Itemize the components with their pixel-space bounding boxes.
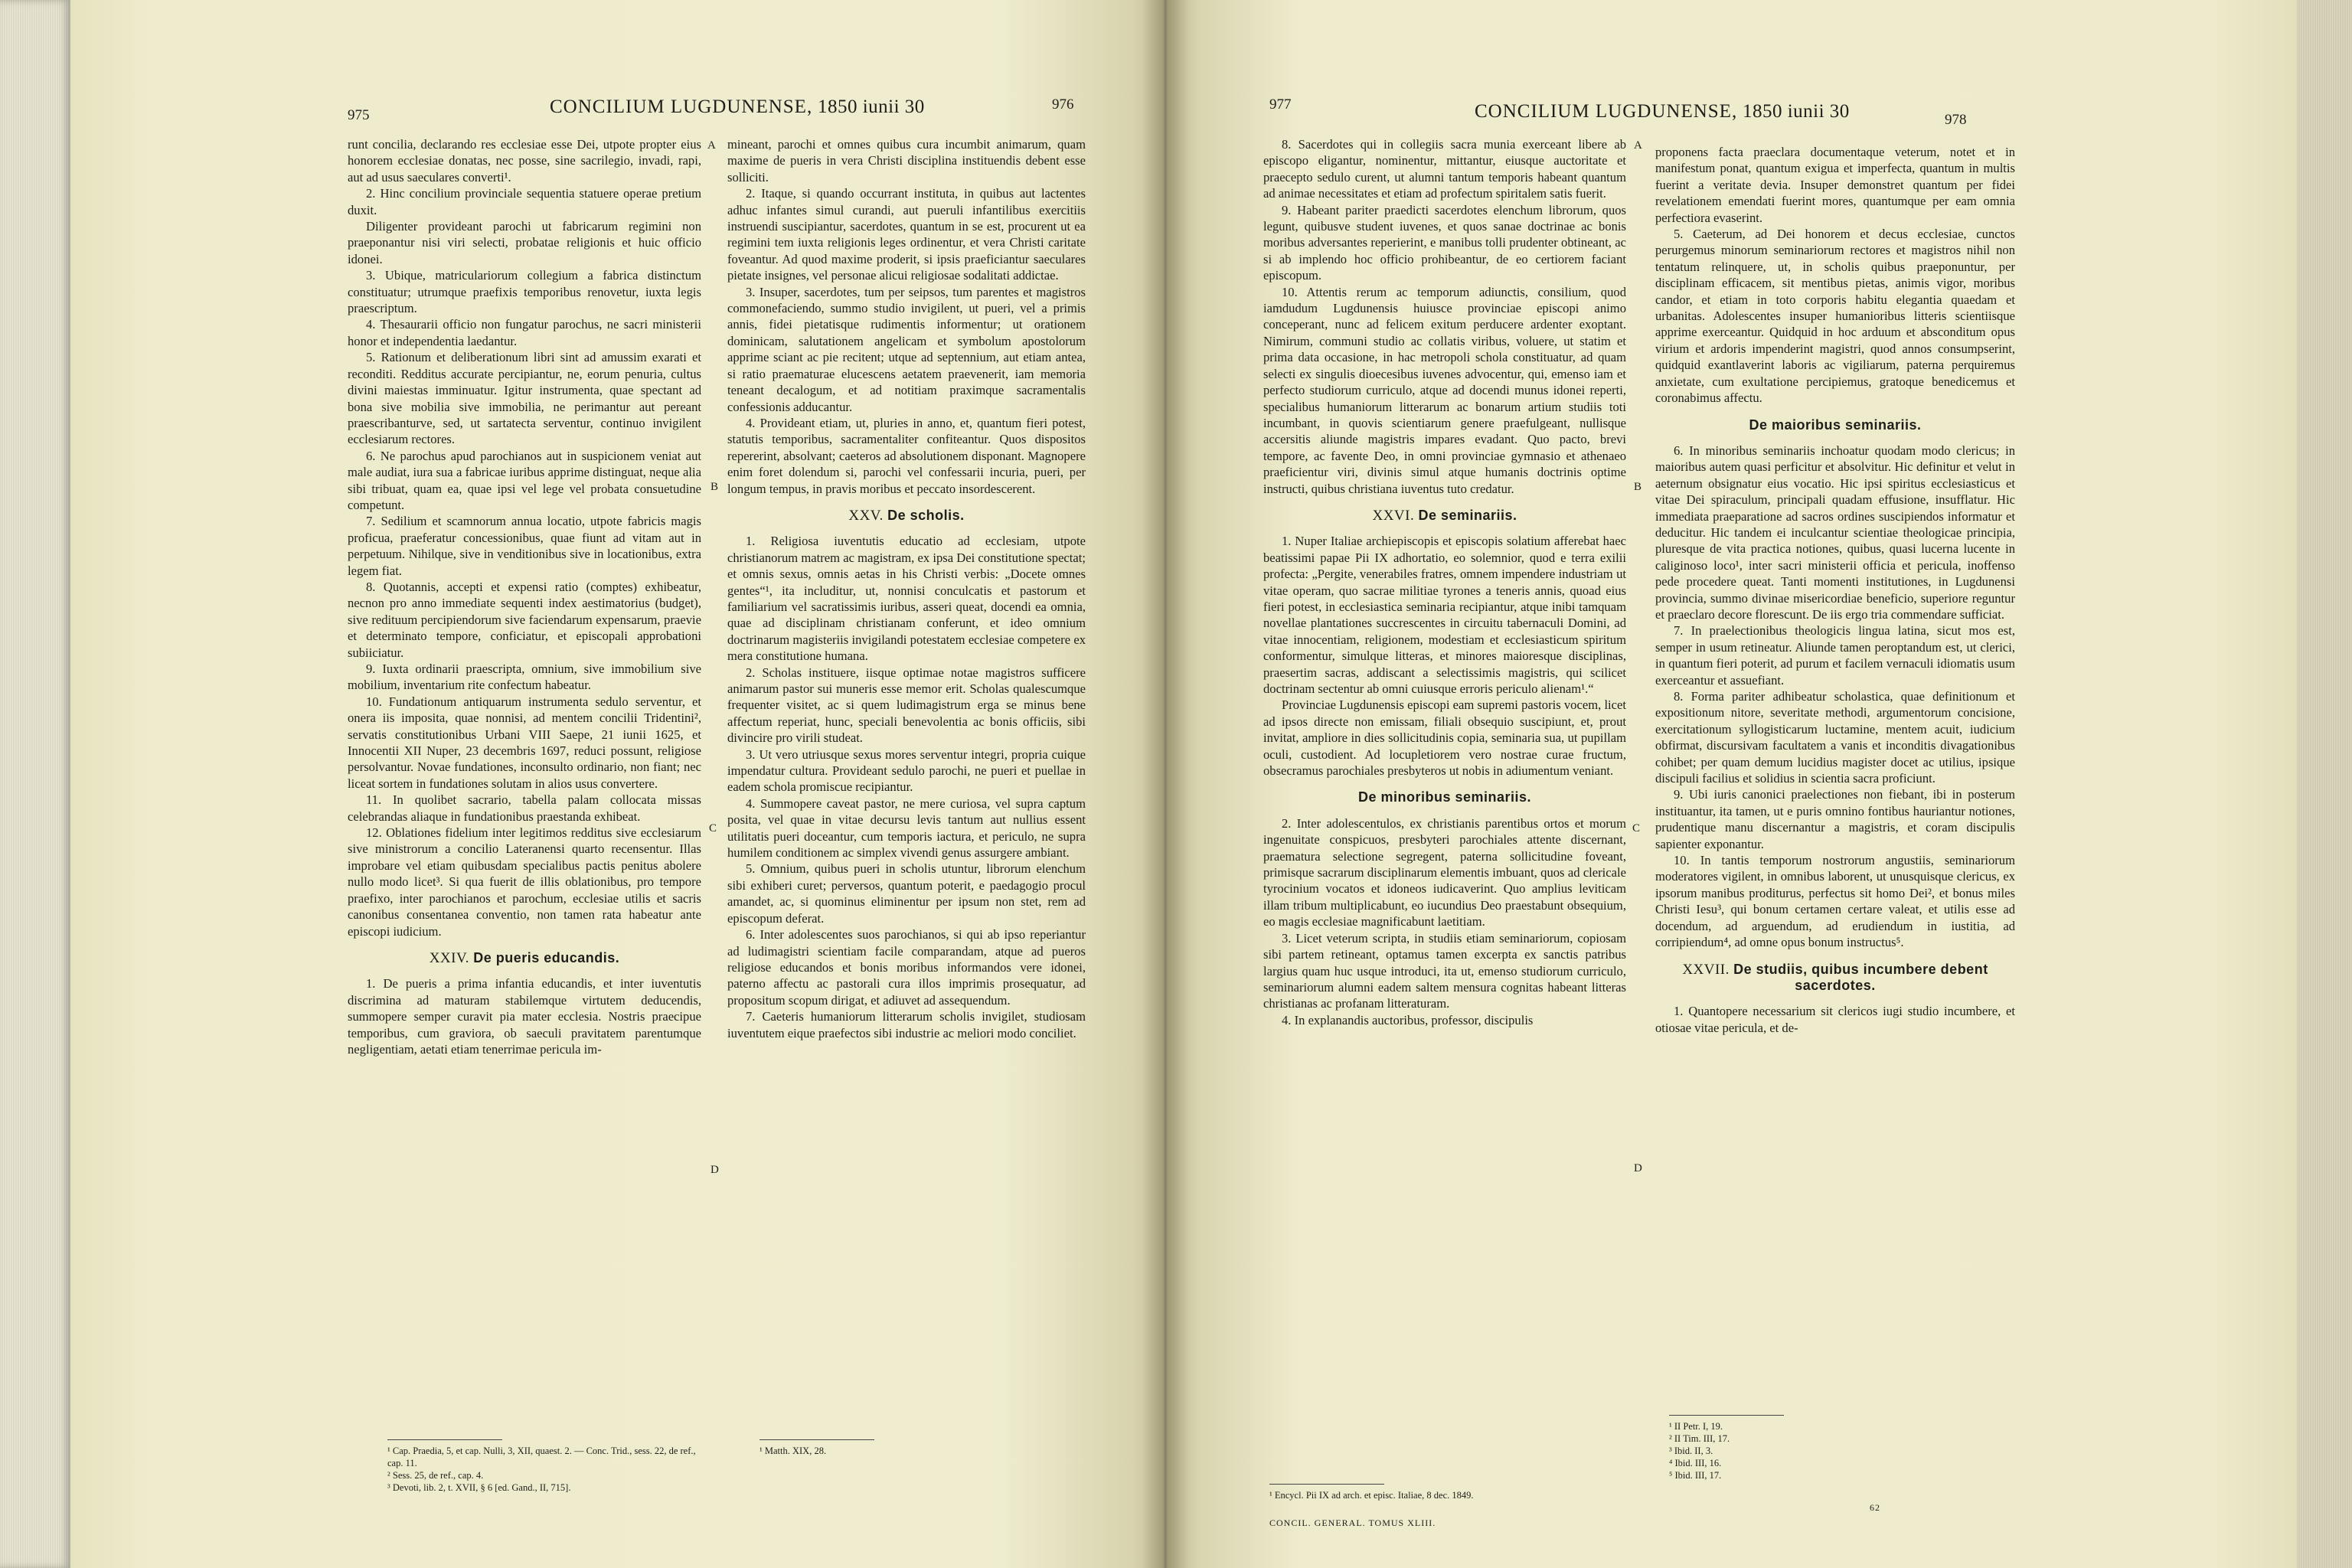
paragraph: 4. In explanandis auctoribus, professor, discipulis: [1282, 1012, 1534, 1027]
section-heading-xxiv: [348, 950, 701, 966]
margin-marker-b: B: [1634, 481, 1642, 493]
section-number: XXV.: [848, 507, 884, 524]
paragraph: 9. Habeant pariter praedicti sacerdotes elenchum librorum, quos legunt, quibusve student iuvenes, et quos sanae doctrinae ac bonis moribus adversantes reperierint, e manibus tolli prudenter obtineant, ac si ab implendo hoc officio prohibeantur, de eo certiorem faciant episcopum.: [1263, 202, 1626, 283]
paragraph: 5. Caeterum, ad Dei honorem et decus ecclesiae, cunctos perurgemus minorum seminariorum rectores et magistros nihil non tentatum relinquere, ut, in scholis quibus praeponuntur, per disciplinam efficacem, sit mentibus pietas, animis vigor, moribus candor, et etiam in toto corporis habitu elegantia quaedam et urbanitas. Adolescentes insuper humanioribus litteris scientiisque apprime exerceantur. Quidquid in hoc arduum et absconditum opus virium et ardoris impenderint magistri, quod annos consumpserint, quidquid exantlaverint laboris ac vigiliarum, paterna perquiremus anxietate, cum exultatione percipiemus, gratoque benedicemus et coronabimus affectu.: [1655, 227, 2015, 406]
paragraph: 3. Ubique, matriculariorum collegium a fabrica distinctum constituatur; utrumque praefixis temporibus renovetur, iuxta legis praescriptum.: [348, 268, 701, 316]
footnotes-right-col-1: [1269, 1484, 1606, 1501]
right-page-col-1: [1263, 136, 1626, 1028]
paragraph: 10. In tantis temporum nostrorum angustiis, seminariorum moderatores vigilent, in omnibus laborent, ut unusquisque clericus, ex ipsorum manibus proditurus, perfectus sit homo Dei², et bonus miles Christi Iesu³, qui bonum certamen certare valeat, et utilis esse ad docendum, ad arguendum, ad erudiendum in iustitia, ad corripiendum⁴, ad omne opus bonum instructus⁵.: [1655, 853, 2015, 950]
footnote-rule: [1669, 1415, 1784, 1416]
footnote: ¹ II Petr. I, 19.: [1669, 1421, 1723, 1432]
paragraph: 5. Omnium, quibus pueri in scholis utuntur, librorum elenchum sibi exhiberi curet; perversos, quantum poterit, e paedagogio procul amandet, ac, si quominus eliminentur per ipsum non stet, rem ad episcopum deferat.: [727, 861, 1086, 926]
paragraph: 1. Nuper Italiae archiepiscopis et episcopis solatium afferebat haec beatissimi papae Pii IX adhortatio, eo solemnior, quod e terra exilii profecta: „Pergite, venerabiles fratres, omnem impendere industriam ut vitae operam, quo sacrae militiae tyrones a teneris annis, quoad eius fieri potest, in ecclesiastica seminaria recipiantur, atque inibi tamquam novellae plantationes succrescentes in circuitu tabernaculi Domini, ad vitae innocentiam, religionem, modestiam et ecclesiasticum spiritum conformentur, simulque litteras, et minores maioresque disciplinas, praesertim sacras, addiscant a selectissimis magistris, qui scilicet doctrinam sectentur ab omni cuiusque erroris periculo alienam¹.“: [1263, 534, 1626, 696]
sheet-number: 62: [1870, 1502, 1880, 1513]
subsection-heading: [1655, 417, 2015, 433]
paragraph: 7. In praelectionibus theologicis lingua latina, sicut mos est, semper in usum retineatur. Aliunde tamen peroptandum est, ut clerici, in quantum fieri poterit, ad purum et facilem vernaculi idiomatis usum exerceantur et assuefiant.: [1655, 623, 2015, 688]
footnote-rule: [387, 1439, 502, 1440]
subsection-title: De maioribus seminariis.: [1749, 416, 1922, 433]
page-number-978: 978: [1945, 112, 1967, 128]
paragraph: 3. Licet veterum scripta, in studiis etiam seminariorum, copiosam sibi partem retineant, optamus tamen excerpta ex sanctis patribus largius quam huc usque introduci, ita ut, emenso studiorum curriculo, seminariorum alumni eadem saltem mensura cognitas habeant litteras christianas ac profanam litteraturam.: [1263, 930, 1626, 1011]
margin-marker-c: C: [1632, 822, 1641, 835]
footnote: ⁴ Ibid. III, 16.: [1669, 1458, 1722, 1468]
left-page: [70, 0, 1165, 1568]
running-head-left: [550, 96, 925, 118]
section-number: XXVII.: [1682, 961, 1730, 978]
margin-marker-d: D: [1634, 1162, 1642, 1174]
paragraph: 10. Attentis rerum ac temporum adiunctis, consilium, quod iamdudum Lugdunensis huiusce provinciae episcopi animo conceperant, nunc ad felicem exitum perducere ardenter exoptant. Nimirum, communi studio ac collatis viribus, voluere, ut statim et prima data occasione, in hac metropoli schola constituatur, ad quam selecti ex singulis dioecesibus iuvenes advocentur, qui, emenso iam et perfecto studiorum curriculo, atque ad docendi munus idonei reperti, specialibus humaniorum litterarum ac bonarum artium studiis toti incumbant, in quovis scientiarum genere praefulgeant, nullisque accersitis aliunde magistris impares evadant. Quo pacto, brevi tempore, ac favente Deo, in omni provinciae gymnasio et athenaeo praeficientur viri, divinis simul atque humanis doctrinis optime instructi, quibus christiana iuventus tuto credatur.: [1263, 284, 1626, 496]
footnote: ¹ Encycl. Pii IX ad arch. et episc. Italiae, 8 dec. 1849.: [1269, 1490, 1474, 1501]
section-heading-xxvii: [1655, 962, 2015, 995]
section-number: XXVI.: [1372, 507, 1415, 524]
paragraph: 11. In quolibet sacrario, tabella palam collocata missas celebrandas aliaque in fundationibus praestanda exhibeat.: [348, 792, 701, 824]
page-number-976: 976: [1052, 96, 1074, 113]
paragraph: 4. Summopere caveat pastor, ne mere curiosa, vel supra captum posita, vel quae in vitae decursu levis tantum aut nullius essent utilitatis pueri doceantur, cum temporis iactura, et periculo, ne supra humilem conditionem ac simplex vivendi genus assurgere ambiant.: [727, 795, 1086, 861]
paragraph: 2. Scholas instituere, iisque optimae notae magistros sufficere animarum pastor sui muneris esse memor erit. Scholas qualescumque frequenter visitet, ac si quem ludimagistrum erga se minus bene affectum reperiat, hunc, speciali benevolentia ac bonis officiis, sibi divincire pro virili studeat.: [727, 665, 1086, 746]
paragraph: 12. Oblationes fidelium inter legitimos redditus sive ecclesiarum sive ministrorum a concilio Lateranensi quarto recensentur. Illas improbare vel etiam quibusdam specialibus pactis penitus abolere nullo modo licet³. Si qua fuerit de illis oblationibus, pro tempore praefixo, inter parochianos et parochum, ecclesiae utilis et sacris canonibus consentanea conventio, non tamen rata habeatur ante episcopi iudicium.: [348, 825, 701, 939]
footnote-rule: [1269, 1484, 1384, 1485]
running-title: CONCILIUM LUGDUNENSE,: [1475, 101, 1738, 122]
paragraph: 6. In minoribus seminariis inchoatur quodam modo clericus; in maioribus autem quasi perficitur et absolvitur. Hic definitur et velut in aeternum obsignatur eius vocatio. Hic ipsi spiritus ecclesiasticus et vitae Dei spiraculum, principali quadam effusione, insufflatur. Hic immediata praeparatione ad sacros ordines suscipiendos informatur et deducitur. Hic tandem ei inculcantur scientiae theologicae principia, pluresque de vita practica notiones, quibus, quasi lucerna lucente in caliginoso loco¹, inter sacri ministerii officia et pericula, inoffenso pede procedere queat. Tanti momenti institutiones, in Lugdunensi provincia, summo divinae misericordiae beneficio, superiore reguntur et praeclaro decore florescunt. De iis ergo tria commendare sufficiat.: [1655, 443, 2015, 622]
footnotes-left-col-2: [760, 1439, 989, 1457]
page-number-975: 975: [348, 107, 370, 123]
page-edges-left: [0, 0, 70, 1568]
section-title: De seminariis.: [1418, 507, 1517, 523]
paragraph: 6. Ne parochus apud parochianos aut in suspicionem veniat aut male audiat, iura sua a fabricae iuribus apprime distinguat, neque alia sibi tribuat, quam ea, quae ipsi vel lege vel probata consuetudine competunt.: [348, 448, 701, 512]
paragraph: 2. Itaque, si quando occurrant instituta, in quibus aut lactentes adhuc infantes simul curandi, aut pueruli infantilibus exercitiis instruendi suscipiantur, sacerdotes, quantum in se est, procurent ut ea regimini tem iuxta religionis leges ordinentur, et vera Christi caritate foveantur. Ad quod maxime proderit, si ipsis praeficiantur saeculares pietate insignes, vel personae alicui religiosae sodalitati addictae.: [727, 186, 1086, 283]
running-date: 1850 iunii 30: [1742, 101, 1850, 122]
margin-marker-b: B: [710, 481, 719, 493]
paragraph: 9. Iuxta ordinarii praescripta, omnium, sive immobilium sive mobilium, inventarium rite confectum habeatur.: [348, 662, 701, 693]
right-page: [1165, 0, 2297, 1568]
paragraph: 4. Provideant etiam, ut, pluries in anno, et, quantum fieri potest, statutis temporibus, sacramentaliter confiteantur. Quos dispositos repererint, absolvant; caeteros ad absolutionem disponant. Magnopere enim foret dolendum si, parochi vel confessarii incuria, pueri, per longum tempus, in pravis moribus et peccato insordescerent.: [727, 415, 1086, 496]
running-title: CONCILIUM LUGDUNENSE,: [550, 96, 813, 117]
section-title: De pueris educandis.: [473, 949, 620, 965]
paragraph: 1. Religiosa iuventutis educatio ad ecclesiam, utpote christianorum matrem ac magistram, ex ipsa Dei constitutione spectat; et omnis sexus, omnis aetas in his Christi verbis: „Docete omnes gentes“¹, ita includitur, ut, nonnisi conculcatis et pastorum et familiarium vel sacratissimis iuribus, asseri queat, docendi ea omnia, quae ad disciplinam christianam conferunt, et ideo omnium doctrinarum magisteriis invigilandi potestatem ecclesiae competere ex mera constitutione humana.: [727, 534, 1086, 664]
paragraph: 2. Inter adolescentulos, ex christianis parentibus ortos et morum ingenuitate conspicuos, presbyteri parochiales attente discernant, praematura selectione segregent, paterna sollicitudine foveant, primisque sacrarum disciplinarum elementis imbuant, quos ad clericale tyrocinium vocatos et idoneos iudicaverint. Quo amplius leviticam illam tribum multiplicabunt, eo iucundius Deo praestabunt obsequium, eo magis ecclesiae magnificabunt laetitiam.: [1263, 815, 1626, 929]
footnote: ³ Devoti, lib. 2, t. XVII, § 6 [ed. Gand., II, 715].: [387, 1482, 571, 1493]
footnotes-right-col-2: [1669, 1415, 1899, 1481]
margin-marker-a: A: [707, 139, 716, 152]
paragraph: 7. Caeteris humaniorum litterarum scholis invigilet, studiosam iuventutem eique praefectos sibi industrie ac meliori modo conciliet.: [727, 1009, 1086, 1040]
subsection-title: De minoribus seminariis.: [1357, 789, 1532, 805]
paragraph: 10. Fundationum antiquarum instrumenta sedulo serventur, et onera iis imposita, quae nonnisi, ad mentem concilii Tridentini², servatis constitutionibus Urbani VIII Saepe, 21 iunii 1625, et Innocentii XII Nuper, 23 decembris 1697, reduci possunt, religiose persolvantur. Novae fundationes, inconsulto ordinario, non fiant; nec liceat sortem in fundationes solutam in alios usus convertere.: [348, 694, 701, 791]
paragraph: 8. Forma pariter adhibeatur scholastica, quae definitionum et expositionum nitore, severitate methodi, argumentorum concisione, exercitationum syllogisticarum luctamine, mentem acuit, iudicium obfirmat, discursivam facultatem a vanis et inconditis divagationibus cohibet; per quam demum lucidius magister docet ac utilius, ipsique discipuli facilius et solidius in scientia sacra proficiunt.: [1655, 689, 2015, 786]
paragraph: mineant, parochi et omnes quibus cura incumbit animarum, quam maxime de pueris in vera Christi disciplina instituendis debent esse solliciti.: [727, 137, 1086, 185]
running-head-right: [1475, 101, 1850, 122]
section-title: De scholis.: [887, 507, 965, 523]
running-date: 1850 iunii 30: [817, 96, 925, 117]
margin-marker-d: D: [710, 1164, 719, 1176]
section-title: De studiis, quibus incumbere debent sacerdotes.: [1733, 961, 1988, 993]
paragraph: 8. Quotannis, accepti et expensi ratio (comptes) exhibeatur, necnon pro anno immediate sequenti index aestimatorius (budget), sive redituum percipiendorum sive faciendarum expensarum, praevie et determinato tempore, conficiatur, et episcopali approbationi subiiciatur.: [348, 579, 701, 660]
paragraph: runt concilia, declarando res ecclesiae esse Dei, utpote propter eius honorem ecclesiae donatas, nec posse, sine sacrilegio, invadi, rapi, aut ad usus saeculares converti¹.: [348, 137, 701, 185]
footnote: ¹ Cap. Praedia, 5, et cap. Nulli, 3, XII, quaest. 2. — Conc. Trid., sess. 22, de ref., cap. 11.: [387, 1446, 696, 1468]
margin-marker-c: C: [709, 822, 717, 835]
footnotes-left-col-1: [387, 1439, 709, 1494]
margin-marker-a: A: [1634, 139, 1642, 152]
paragraph: 9. Ubi iuris canonici praelectiones non fiebant, ibi in posterum instituantur, ita tamen, ut e puris omnino fontibus hauriantur notiones, prudentique manu discernantur a magistris, et coram discipulis sapienter exponantur.: [1655, 787, 2015, 851]
footnote: ³ Ibid. II, 3.: [1669, 1446, 1713, 1456]
section-heading-xxvi: [1263, 508, 1626, 524]
footnote: ² II Tim. III, 17.: [1669, 1433, 1730, 1444]
footnote: ⁵ Ibid. III, 17.: [1669, 1470, 1722, 1481]
footnote: ¹ Matth. XIX, 28.: [760, 1446, 827, 1456]
footnote-rule: [760, 1439, 874, 1440]
paragraph: 7. Sedilium et scamnorum annua locatio, utpote fabricis magis proficua, praeferatur concessionibus, quae fiunt ad vitam aut in perpetuum. Nihilque, sive in venditionibus sive in locationibus, extra legem fiat.: [348, 514, 701, 578]
paragraph: 2. Hinc concilium provinciale sequentia statuere operae pretium duxit.: [348, 186, 701, 217]
paragraph: 6. Inter adolescentes suos parochianos, si qui ab ipso reperiantur ad ludimagistri scientiam facile comparandam, atque ad pueros religiose educandos et bonis moribus informandos vere idonei, paterno affectu ac pastorali cura illos imprimis prosequatur, ad propositum scopum dirigat, et adiuvet ad assequendum.: [727, 927, 1086, 1008]
section-heading-xxv: [727, 508, 1086, 524]
paragraph: 8. Sacerdotes qui in collegiis sacra munia exerceant libere ab episcopo eligantur, nominentur, mittantur, eiusque auctoritate et praecepto sedulo curent, ut alumni tantum temporis habeant quantum ad animae necessitates et etiam ad profectum spiritalem satis fuerit.: [1263, 137, 1626, 201]
paragraph: 1. De pueris a prima infantia educandis, et inter iuventutis discrimina ad maturam stabilemque virtutem deducendis, summopere semper curavit pia mater ecclesia. Nostris praecipue temporibus, cum graviora, ob saeculi pravitatem parentumque negligentiam, aetati etiam tenerrimae pericula im-: [348, 976, 701, 1057]
paragraph: proponens facta praeclara documentaque veterum, notet et in manifestum ponat, quantum exigua et imperfecta, quantum in multis fuerint a veritate devia. Insuper demonstret quantum per fidei revelationem emendati fuerint mores, quantumque per eam omnia perfectiora evaserint.: [1655, 145, 2015, 225]
subsection-heading: [1263, 789, 1626, 805]
paragraph: 5. Rationum et deliberationum libri sint ad amussim exarati et reconditi. Redditus accurate percipiantur, ne, eorum penuria, cultus divini maiestas imminuatur. Igitur instrumenta, quae spectant ad bona sive mobilia sive immobilia, ne perimantur aut pereant praescribanturve, sed, ut sartatecta serventur, continuo invigilent ecclesiarum rectores.: [348, 350, 701, 447]
left-page-col-1: [348, 136, 701, 1057]
page-number-977: 977: [1269, 96, 1292, 113]
paragraph: Provinciae Lugdunensis episcopi eam supremi pastoris vocem, licet ad ipsos directe non emissam, filiali obsequio suscipiunt, et, prout invitat, ampliore in dies sollicitudinis copia, seminaria sua, ut pupillam oculi, custodient. Ad locupletiorem vero nostrae curae fructum, obsecramus parochiales presbyteros ut nobis in adiumentum veniant.: [1263, 697, 1626, 779]
right-page-col-2: [1655, 144, 2015, 1036]
section-number: XXIV.: [429, 949, 469, 966]
page-edges-right: [2297, 0, 2352, 1568]
paragraph: 3. Ut vero utriusque sexus mores serventur integri, propria cuique impendatur cultura. Provideant sedulo parochi, ne pueri et puellae in eadem schola promiscue recipiantur.: [727, 746, 1086, 795]
book-gutter: [1142, 0, 1188, 1568]
paragraph: 3. Insuper, sacerdotes, tum per seipsos, tum parentes et magistros commonefaciendo, summo studio invigilent, ut pueri, vel a primis annis, fidei pietatisque rudimentis informentur; ut orationem dominicam, salutationem angelicam et symbolum apostolorum apprime sciant ac pie recitent; utque ad septennium, aut etiam antea, si ratio praematurae elucescens aetatem praevenerit, iam memoria teneant decalogum, et ad notitiam praximque sacramentalis confessionis adducantur.: [727, 284, 1086, 414]
paragraph: Diligenter provideant parochi ut fabricarum regimini non praeponantur nisi viri selecti, probatae religionis et huic officio idonei.: [348, 219, 701, 266]
paragraph: 1. Quantopere necessarium sit clericos iugi studio incumbere, et otiosae vitae pericula, et de-: [1655, 1004, 2015, 1035]
paragraph: 4. Thesaurarii officio non fungatur parochus, ne sacri ministerii honor et independentia laedantur.: [348, 317, 701, 348]
left-page-col-2: [727, 136, 1086, 1041]
signature-mark: CONCIL. GENERAL. TOMUS XLIII.: [1269, 1517, 1436, 1528]
footnote: ² Sess. 25, de ref., cap. 4.: [387, 1470, 484, 1481]
